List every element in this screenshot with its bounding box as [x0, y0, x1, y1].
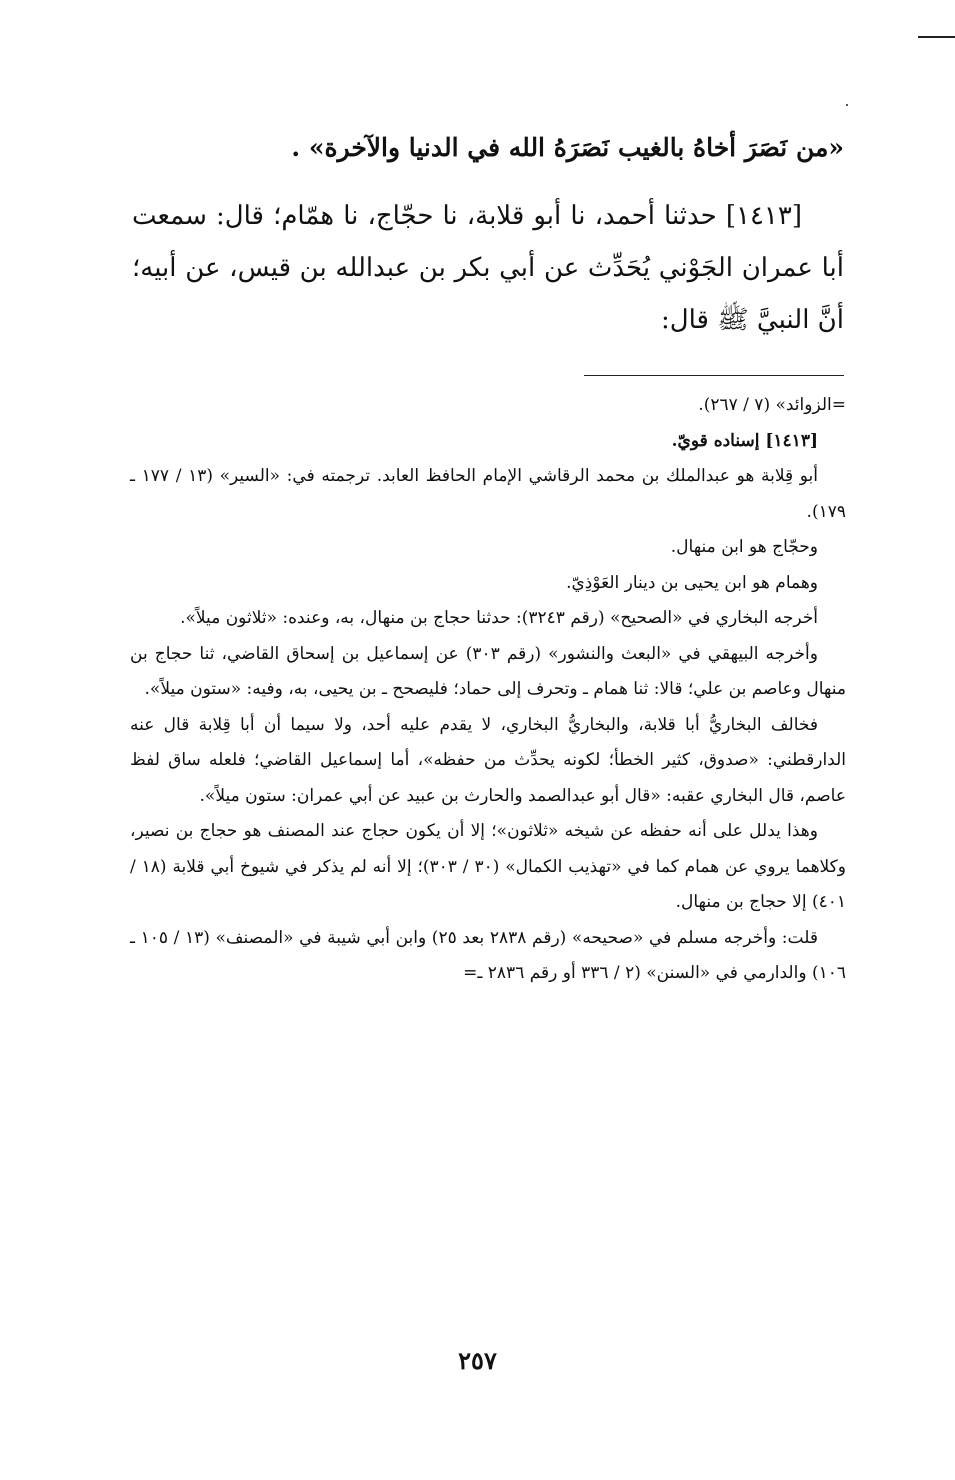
- footnote-paragraph: أخرجه البخاري في «الصحيح» (رقم ٣٢٤٣): حدثنا حجاج بن منهال، به، وعنده: «ثلاثون ميلاً».: [180, 608, 818, 628]
- footnote-heading: [١٤١٣] إسناده قويّ.: [671, 430, 818, 451]
- footnote-paragraph: وهذا يدلل على أنه حفظه عن شيخه «ثلاثون»؛ إلا أن يكون حجاج عند المصنف هو حجاج بن نصير، وكلاهما يروي عن همام كما في «تهذيب الكمال» (٣٠ / ٣٠٣)؛ إلا أنه لم يذكر في شيوخ أبي قلابة (١٨ / ٤٠١) إلا حجاج بن منهال.: [130, 821, 846, 912]
- footnotes: [130, 388, 846, 992]
- hadith-quote: «من نَصَرَ أخاهُ بالغيب نَصَرَهُ الله في الدنيا والآخرة» .: [291, 133, 844, 162]
- footnote-paragraph: أبو قِلابة هو عبدالملك بن محمد الرقاشي الإمام الحافظ العابد. ترجمته في: «السير» (١٣ / ١٧٧ ـ ١٧٩).: [130, 466, 846, 522]
- footnote-paragraph: وحجّاج هو ابن منهال.: [670, 537, 818, 557]
- page-number: ٢٥٧: [458, 1346, 497, 1375]
- footnote-separator: [584, 375, 844, 376]
- footnote-paragraph: وأخرجه البيهقي في «البعث والنشور» (رقم ٣٠٣) عن إسماعيل بن إسحاق القاضي، ثنا حجاج بن منهال وعاصم بن علي؛ قالا: ثنا همام ـ وتحرف إلى حماد؛ فليصحح ـ بن يحيى، به، وفيه: «ستون ميلاً».: [130, 643, 846, 699]
- hadith-paragraph: [132, 190, 844, 346]
- footnote-continuation: =الزوائد» (٧ / ٢٦٧).: [698, 395, 846, 415]
- page-speck: [846, 104, 848, 106]
- corner-rule: [918, 36, 955, 38]
- hadith-text: [١٤١٣] حدثنا أحمد، نا أبو قلابة، نا حجّاج، نا همّام؛ قال: سمعت أبا عمران الجَوْني يُحَدِّث عن أبي بكر بن عبدالله بن قيس، عن أبيه؛ أنَّ النبيَّ ﷺ قال:: [132, 201, 844, 335]
- footnote-paragraph: فخالف البخاريُّ أبا قلابة، والبخاريُّ البخاري، لا يقدم عليه أحد، ولا سيما أن أبا قِلابة قال عنه الدارقطني: «صدوق، كثير الخطأ؛ لكونه يحدِّث من حفظه»، أما إسماعيل القاضي؛ فلعله ساق لفظ عاصم، قال البخاري عقبه: «قال أبو عبدالصمد والحارث بن عبيد عن أبي عمران: ستون ميلاً».: [130, 714, 846, 806]
- footnote-paragraph: وهمام هو ابن يحيى بن دينار العَوْذِيّ.: [566, 572, 818, 593]
- footnote-paragraph: قلت: وأخرجه مسلم في «صحيحه» (رقم ٢٨٣٨ بعد ٢٥) وابن أبي شيبة في «المصنف» (١٣ / ١٠٥ ـ ١٠٦) والدارمي في «السنن» (٢ / ٣٣٦ أو رقم ٢٨٣٦ ـ=: [130, 927, 846, 983]
